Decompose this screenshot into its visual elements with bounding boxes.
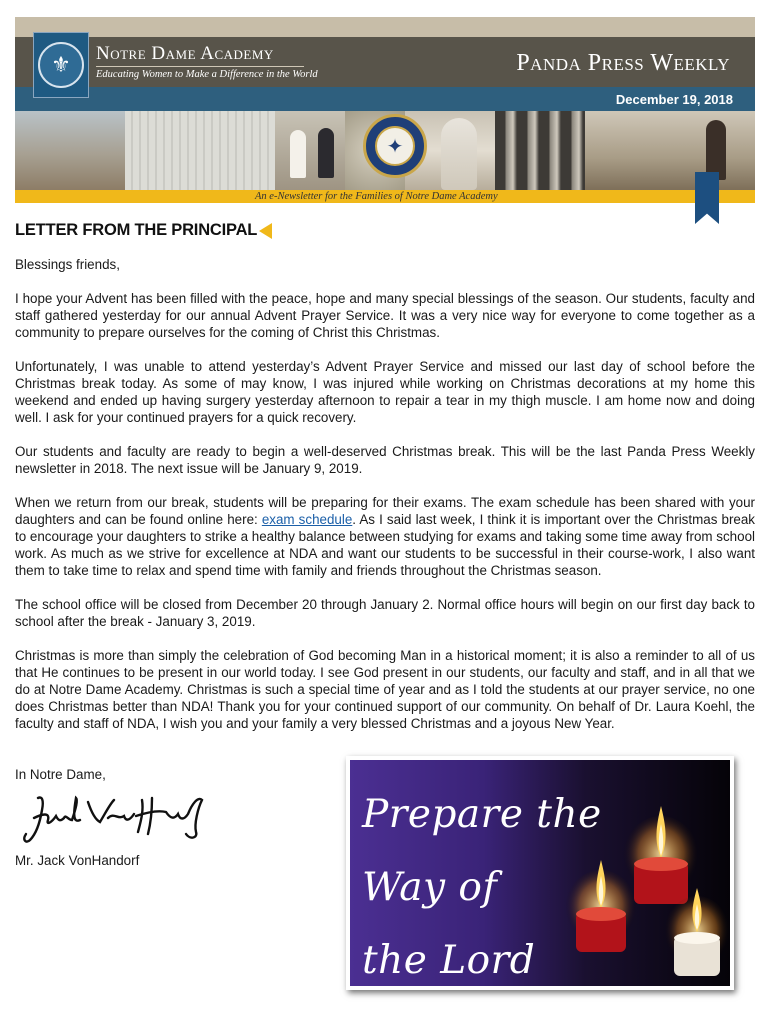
paragraph-6: Christmas is more than simply the celebration of God becoming Man in a historical moment; it is also a reminder to all of us that He continues to be present in our world today. I see God present in our students, our faculty and staff, and in all that we do at Notre Dame Academy. Christmas is such a special time of year and as I told the students at our prayer service, no one does Christmas better than NDA! Thank you for your continued support of our community. On behalf of Dr. Laura Koehl, the faculty and staff of NDA, I wish you and your family a very blessed Christmas and a joyous New Year. [15, 648, 755, 731]
publication-title: Panda Press Weekly [516, 50, 730, 76]
bookmark-ribbon-icon [695, 172, 719, 224]
construction-photo [15, 111, 125, 190]
paragraph-5: The school office will be closed from December 20 through January 2. Normal office hours will begin on our first day back to school after the break - January 3, 2019. [15, 597, 755, 629]
worker-photo [585, 111, 755, 190]
masthead-top-band [15, 17, 755, 37]
paragraph-4 [15, 494, 755, 579]
letter-body [15, 256, 755, 749]
advent-line-1: Prepare the [362, 792, 602, 837]
school-seal-logo[interactable] [33, 32, 89, 98]
advent-candles-image [346, 756, 734, 990]
exam-schedule-link[interactable]: exam schedule [261, 512, 353, 527]
closing-line: In Notre Dame, [15, 767, 106, 782]
framing-photo [495, 111, 585, 190]
paragraph-1: I hope your Advent has been filled with the peace, hope and many special blessings of the season. Our students, faculty and staff gathered yesterday for our annual Advent Prayer Service. It was a very nice way for everyone to come together as a community to prepare ourselves for the coming of Christ this Christmas. [15, 291, 755, 340]
hardhat-photo [275, 111, 345, 190]
article-heading-text: LETTER FROM THE PRINCIPAL [15, 221, 258, 239]
person-figure [706, 120, 726, 180]
signer-name: Mr. Jack VonHandorf [15, 853, 140, 868]
paragraph-4-start: When we return from our break, students will be preparing for their exams. The exam schedule has been shared with your daughters and can be found online here: [15, 495, 755, 527]
newsletter-tagline: An e-Newsletter for the Families of Notre Dame Academy [255, 191, 498, 202]
article-heading [15, 221, 272, 240]
paragraph-3: Our students and faculty are ready to begin a well-deserved Christmas break. This will be the last Panda Press Weekly newsletter in 2018. The next issue will be January 9, 2019. [15, 444, 755, 476]
paragraph-2: Unfortunately, I was unable to attend yesterday’s Advent Prayer Service and missed our last day of school before the Christmas break today. As some of may know, I was injured while working on Christmas decorations at my home this weekend and ended up having surgery yesterday afternoon to repair a tear in my thigh muscle. I am home now and doing well. I ask for your continued prayers for a quick recovery. [15, 359, 755, 425]
statue-figure [441, 118, 477, 190]
blueprint-photo [125, 111, 275, 190]
eagle-seal-icon: ✦ [375, 126, 415, 166]
signature-image [20, 790, 210, 848]
issue-date: December 19, 2018 [615, 92, 733, 107]
paragraph-4-end: . As I said last week, I think it is important over the Christmas break to encourage your daughters to strike a healthy balance between studying for exams and taking some time away from school work. As much as we strive for excellence at NDA and want our students to be successful in their course-work, I also want them to take time to relax and spend time with family and friends throughout the Christmas season. [15, 512, 755, 578]
person-figure [290, 130, 306, 178]
divider [96, 66, 304, 67]
triangle-pointer-icon [259, 223, 272, 239]
school-tagline: Educating Women to Make a Difference in the World [96, 69, 318, 80]
school-name: Notre Dame Academy [96, 43, 274, 64]
greeting: Blessings friends, [15, 257, 120, 272]
advent-line-2: Way of [362, 865, 498, 910]
fleur-de-lis-icon: ⚜ [38, 42, 84, 88]
advent-line-3: the Lord [362, 938, 536, 983]
blue-ribbon-emblem-icon [363, 114, 427, 178]
date-bar [15, 87, 755, 111]
person-figure [318, 128, 334, 178]
candle-icon [662, 878, 732, 982]
